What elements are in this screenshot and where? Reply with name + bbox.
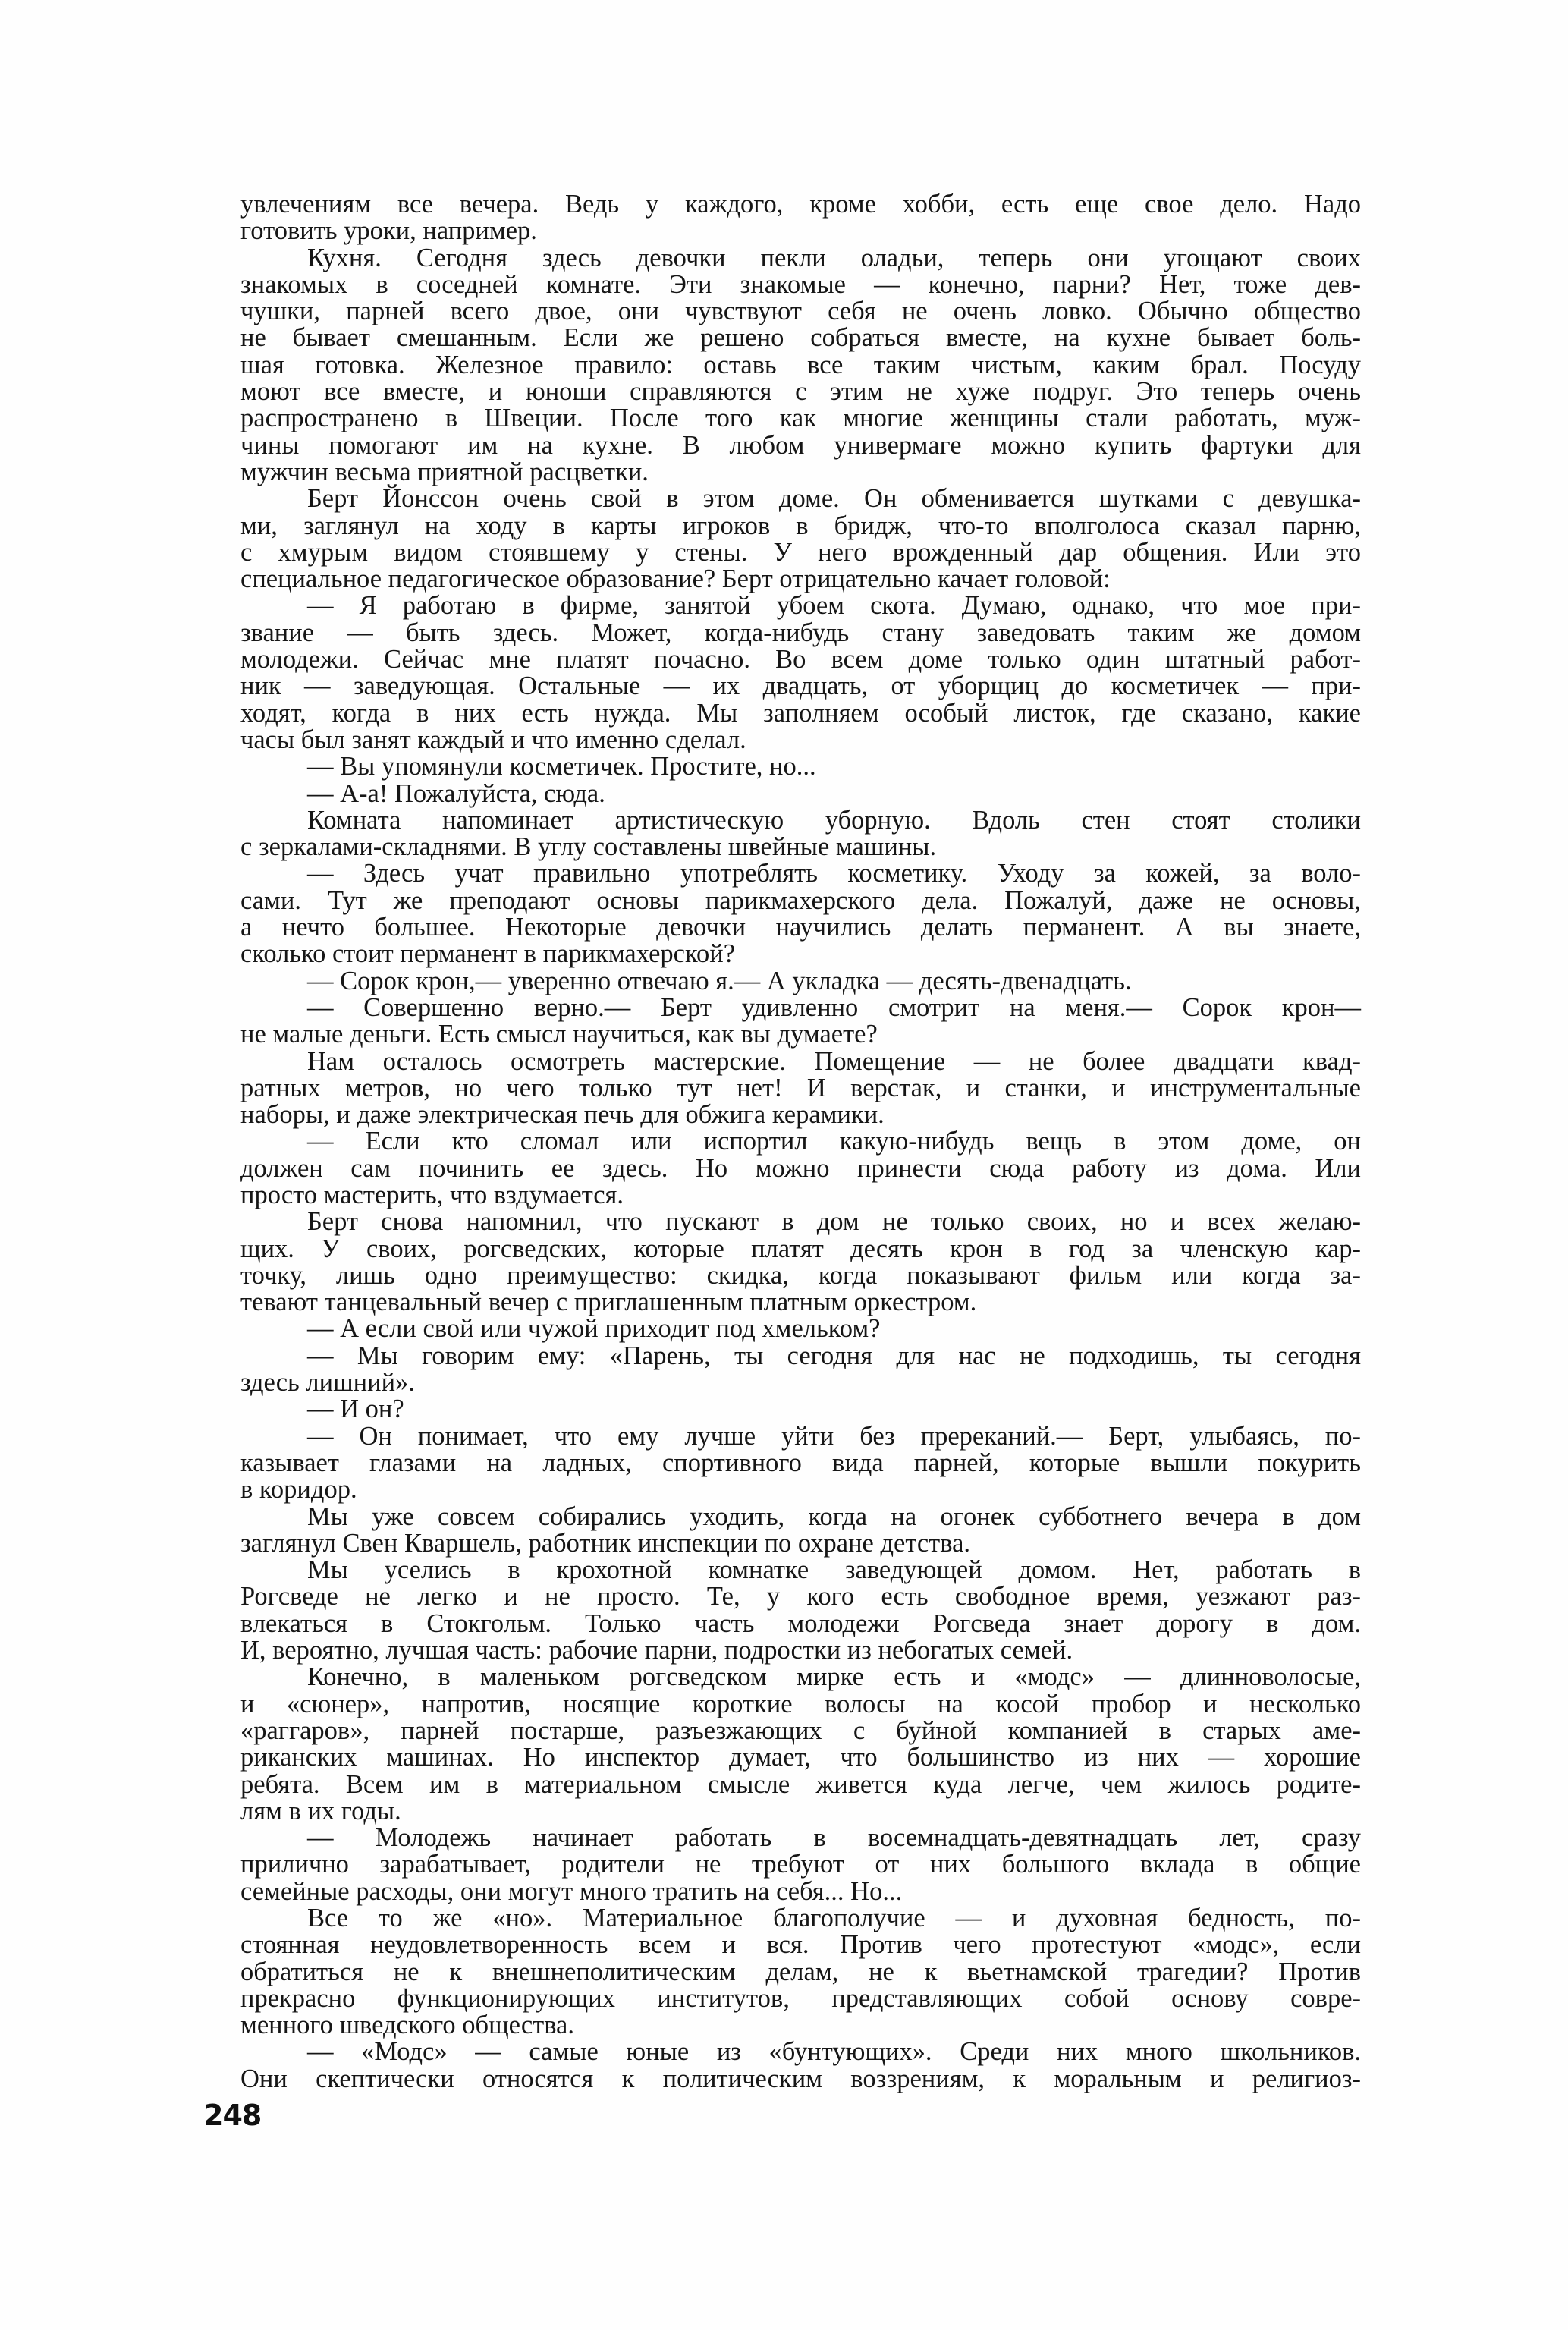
paragraph (240, 807, 1361, 861)
text-line: и «сюнер», напротив, носящие короткие волосы на косой пробор и несколько (240, 1689, 1361, 1718)
text-line: менного шведского общества. (240, 2011, 574, 2040)
paragraph (240, 1316, 1361, 1342)
text-line: увлечениям все вечера. Ведь у каждого, кроме хобби, есть еще свое дело. Надо (240, 190, 1361, 219)
paragraph (240, 1396, 1361, 1423)
text-line: — А-а! Пожалуйста, сюда. (307, 778, 605, 808)
text-line: готовить уроки, например. (240, 216, 537, 246)
text-line: с зеркалами-складнями. В углу составлены швейные машины. (240, 832, 937, 862)
text-line: — «Модс» — самые юные из «бунтующих». Среди них много школьников. (307, 2037, 1361, 2067)
text-line: моют все вместе, и юноши справляются с этим не хуже подруг. Это теперь очень (240, 377, 1361, 407)
text-line: — Совершенно верно.— Берт удивленно смотрит на меня.— Сорок крон— (307, 992, 1361, 1022)
text-line: в коридор. (240, 1475, 357, 1505)
text-line: с хмурым видом стоявшему у стены. У него врожденный дар общения. Или это (240, 537, 1361, 567)
text-line: казывает глазами на ладных, спортивного вида парней, которые вышли покурить (240, 1448, 1361, 1477)
text-line: ребята. Всем им в материальном смысле живется куда легче, чем жилось родите- (240, 1769, 1361, 1799)
text-line: распространено в Швеции. После того как многие женщины стали работать, муж- (240, 404, 1361, 433)
text-line: Берт снова напомнил, что пускают в дом не только своих, но и всех желаю- (307, 1207, 1361, 1237)
text-line: семейные расходы, они могут много тратить на себя... Но... (240, 1876, 903, 1906)
text-line: Мы уселись в крохотной комнатке заведующей домом. Нет, работать в (307, 1555, 1361, 1585)
body-text (240, 191, 1361, 2093)
text-line: стоянная неудовлетворенность всем и вся. Против чего протестуют «модс», если (240, 1930, 1361, 1960)
paragraph (240, 191, 1361, 245)
text-line: — Сорок крон,— уверенно отвечаю я.— А укладка — десять-двенадцать. (307, 966, 1132, 995)
text-line: влекаться в Стокгольм. Только часть молодежи Рогсведа знает дорогу в дом. (240, 1608, 1361, 1638)
text-line: Кухня. Сегодня здесь девочки пекли оладьи, теперь они угощают своих (307, 243, 1361, 272)
text-line: просто мастерить, что вздумается. (240, 1180, 624, 1209)
paragraph (240, 1343, 1361, 1397)
text-line: лям в их годы. (240, 1796, 401, 1825)
paragraph (240, 1557, 1361, 1664)
text-line: — Молодежь начинает работать в восемнадцать-девятнадцать лет, сразу (307, 1823, 1361, 1853)
text-line: — Мы говорим ему: «Парень, ты сегодня для нас не подходишь, ты сегодня (307, 1341, 1361, 1370)
text-line: заглянул Свен Кваршель, работник инспекции по охране детства. (240, 1528, 971, 1558)
text-line: обратиться не к внешнеполитическим делам, не к вьетнамской трагедии? Против (240, 1957, 1361, 1986)
text-line: Мы уже совсем собирались уходить, когда на огонек субботнего вечера в дом (307, 1501, 1361, 1531)
paragraph (240, 1825, 1361, 1905)
text-line: Рогсведе не легко и не просто. Те, у кого есть свободное время, уезжают раз- (240, 1582, 1361, 1612)
text-line: сколько стоит перманент в парикмахерской? (240, 939, 736, 969)
text-line: не малые деньги. Есть смысл научиться, как вы думаете? (240, 1020, 878, 1049)
text-line: щих. У своих, рогсведских, которые платят десять крон в год за членскую кар- (240, 1234, 1361, 1263)
paragraph (240, 593, 1361, 753)
text-line: должен сам починить ее здесь. Но можно принести сюда работу из дома. Или (240, 1153, 1361, 1183)
text-line: ми, заглянул на ходу в карты игроков в бридж, что-то вполголоса сказал парню, (240, 511, 1361, 540)
text-line: — Он понимает, что ему лучше уйти без пререканий.— Берт, улыбаясь, по- (307, 1421, 1361, 1451)
paragraph (240, 1664, 1361, 1825)
text-line: чушки, парней всего двое, они чувствуют себя не очень ловко. Обычно общество (240, 297, 1361, 326)
paragraph (240, 2039, 1361, 2093)
text-line: молодежи. Сейчас мне платят почасно. Во всем доме только один штатный работ- (240, 645, 1361, 674)
text-line: Конечно, в маленьком рогсведском мирке есть и «модс» — длинноволосые, (307, 1662, 1361, 1692)
text-line: — А если свой или чужой приходит под хмельком? (307, 1314, 881, 1344)
paragraph (240, 1209, 1361, 1316)
text-line: часы был занят каждый и что именно сделал. (240, 725, 746, 754)
paragraph (240, 992, 1361, 1049)
paragraph (240, 245, 1361, 486)
paragraph (240, 1423, 1361, 1504)
text-line: ратных метров, но чего только тут нет! И верстак, и станки, и инструментальные (240, 1073, 1361, 1102)
text-line: — Я работаю в фирме, занятой убоем скота. Думаю, однако, что мое при- (307, 591, 1361, 621)
text-line: — Вы упомянули косметичек. Простите, но... (307, 752, 816, 781)
text-line: — И он? (307, 1395, 404, 1424)
text-line: прилично зарабатывает, родители не требуют от них большого вклада в общие (240, 1850, 1361, 1879)
text-line: чины помогают им на кухне. В любом универмаге можно купить фартуки для (240, 430, 1361, 460)
text-line: Нам осталось осмотреть мастерские. Помещение — не более двадцати квад- (307, 1046, 1361, 1076)
text-line: прекрасно функционирующих институтов, представляющих собой основу совре- (240, 1983, 1361, 2013)
text-line: ходят, когда в них есть нужда. Мы заполняем особый листок, где сказано, какие (240, 698, 1361, 728)
text-line: — Здесь учат правильно употреблять косметику. Уходу за кожей, за воло- (307, 859, 1361, 888)
text-line: Комната напоминает артистическую уборную. Вдоль стен стоят столики (307, 805, 1361, 835)
text-line: не бывает смешанным. Если же решено собраться вместе, на кухне бывает боль- (240, 323, 1361, 353)
paragraph (240, 778, 1361, 808)
paragraph (240, 1128, 1361, 1209)
paragraph (240, 968, 1361, 995)
text-line: Берт Йонссон очень свой в этом доме. Он обменивается шутками с девушка- (307, 484, 1361, 514)
paragraph (240, 1501, 1361, 1558)
text-line: сами. Тут же преподают основы парикмахерского дела. Пожалуй, даже не основы, (240, 885, 1361, 915)
text-line: звание — быть здесь. Может, когда-нибудь стану заведовать таким же домом (240, 618, 1361, 647)
text-line: риканских машинах. Но инспектор думает, что большинство из них — хорошие (240, 1743, 1361, 1772)
text-line: Все то же «но». Материальное благополучие — и духовная бедность, по- (307, 1904, 1361, 1932)
text-line: И, вероятно, лучшая часть: рабочие парни, подростки из небогатых семей. (240, 1636, 1073, 1665)
paragraph (240, 1046, 1361, 1130)
text-line: шая готовка. Железное правило: оставь все таким чистым, каким брал. Посуду (240, 350, 1361, 379)
text-line: точку, лишь одно преимущество: скидка, когда показывают фильм или когда за- (240, 1260, 1361, 1290)
paragraph (240, 486, 1361, 593)
text-line: наборы, и даже электрическая печь для обжига керамики. (240, 1100, 885, 1130)
text-line: тевают танцевальный вечер с приглашенным платным оркестром. (240, 1288, 977, 1317)
text-line: здесь лишний». (240, 1368, 415, 1398)
page-number: 248 (203, 2099, 262, 2132)
paragraph (240, 753, 1361, 780)
text-line: «раггаров», парней постарше, разъезжающих с буйной компанией в старых аме- (240, 1715, 1361, 1745)
paragraph (240, 1905, 1361, 2039)
text-line: — Если кто сломал или испортил какую-нибудь вещь в этом доме, он (307, 1127, 1361, 1156)
text-line: ник — заведующая. Остальные — их двадцать, от уборщиц до косметичек — при- (240, 671, 1361, 701)
paragraph (240, 860, 1361, 967)
text-line: Они скептически относятся к политическим воззрениям, к моральным и религиоз- (240, 2064, 1361, 2093)
text-line: мужчин весьма приятной расцветки. (240, 457, 649, 486)
text-line: специальное педагогическое образование? Берт отрицательно качает головой: (240, 564, 1111, 594)
text-line: знакомых в соседней комнате. Эти знакомые — конечно, парни? Нет, тоже дев- (240, 269, 1361, 299)
text-line: а нечто большее. Некоторые девочки научились делать перманент. А вы знаете, (240, 913, 1361, 942)
